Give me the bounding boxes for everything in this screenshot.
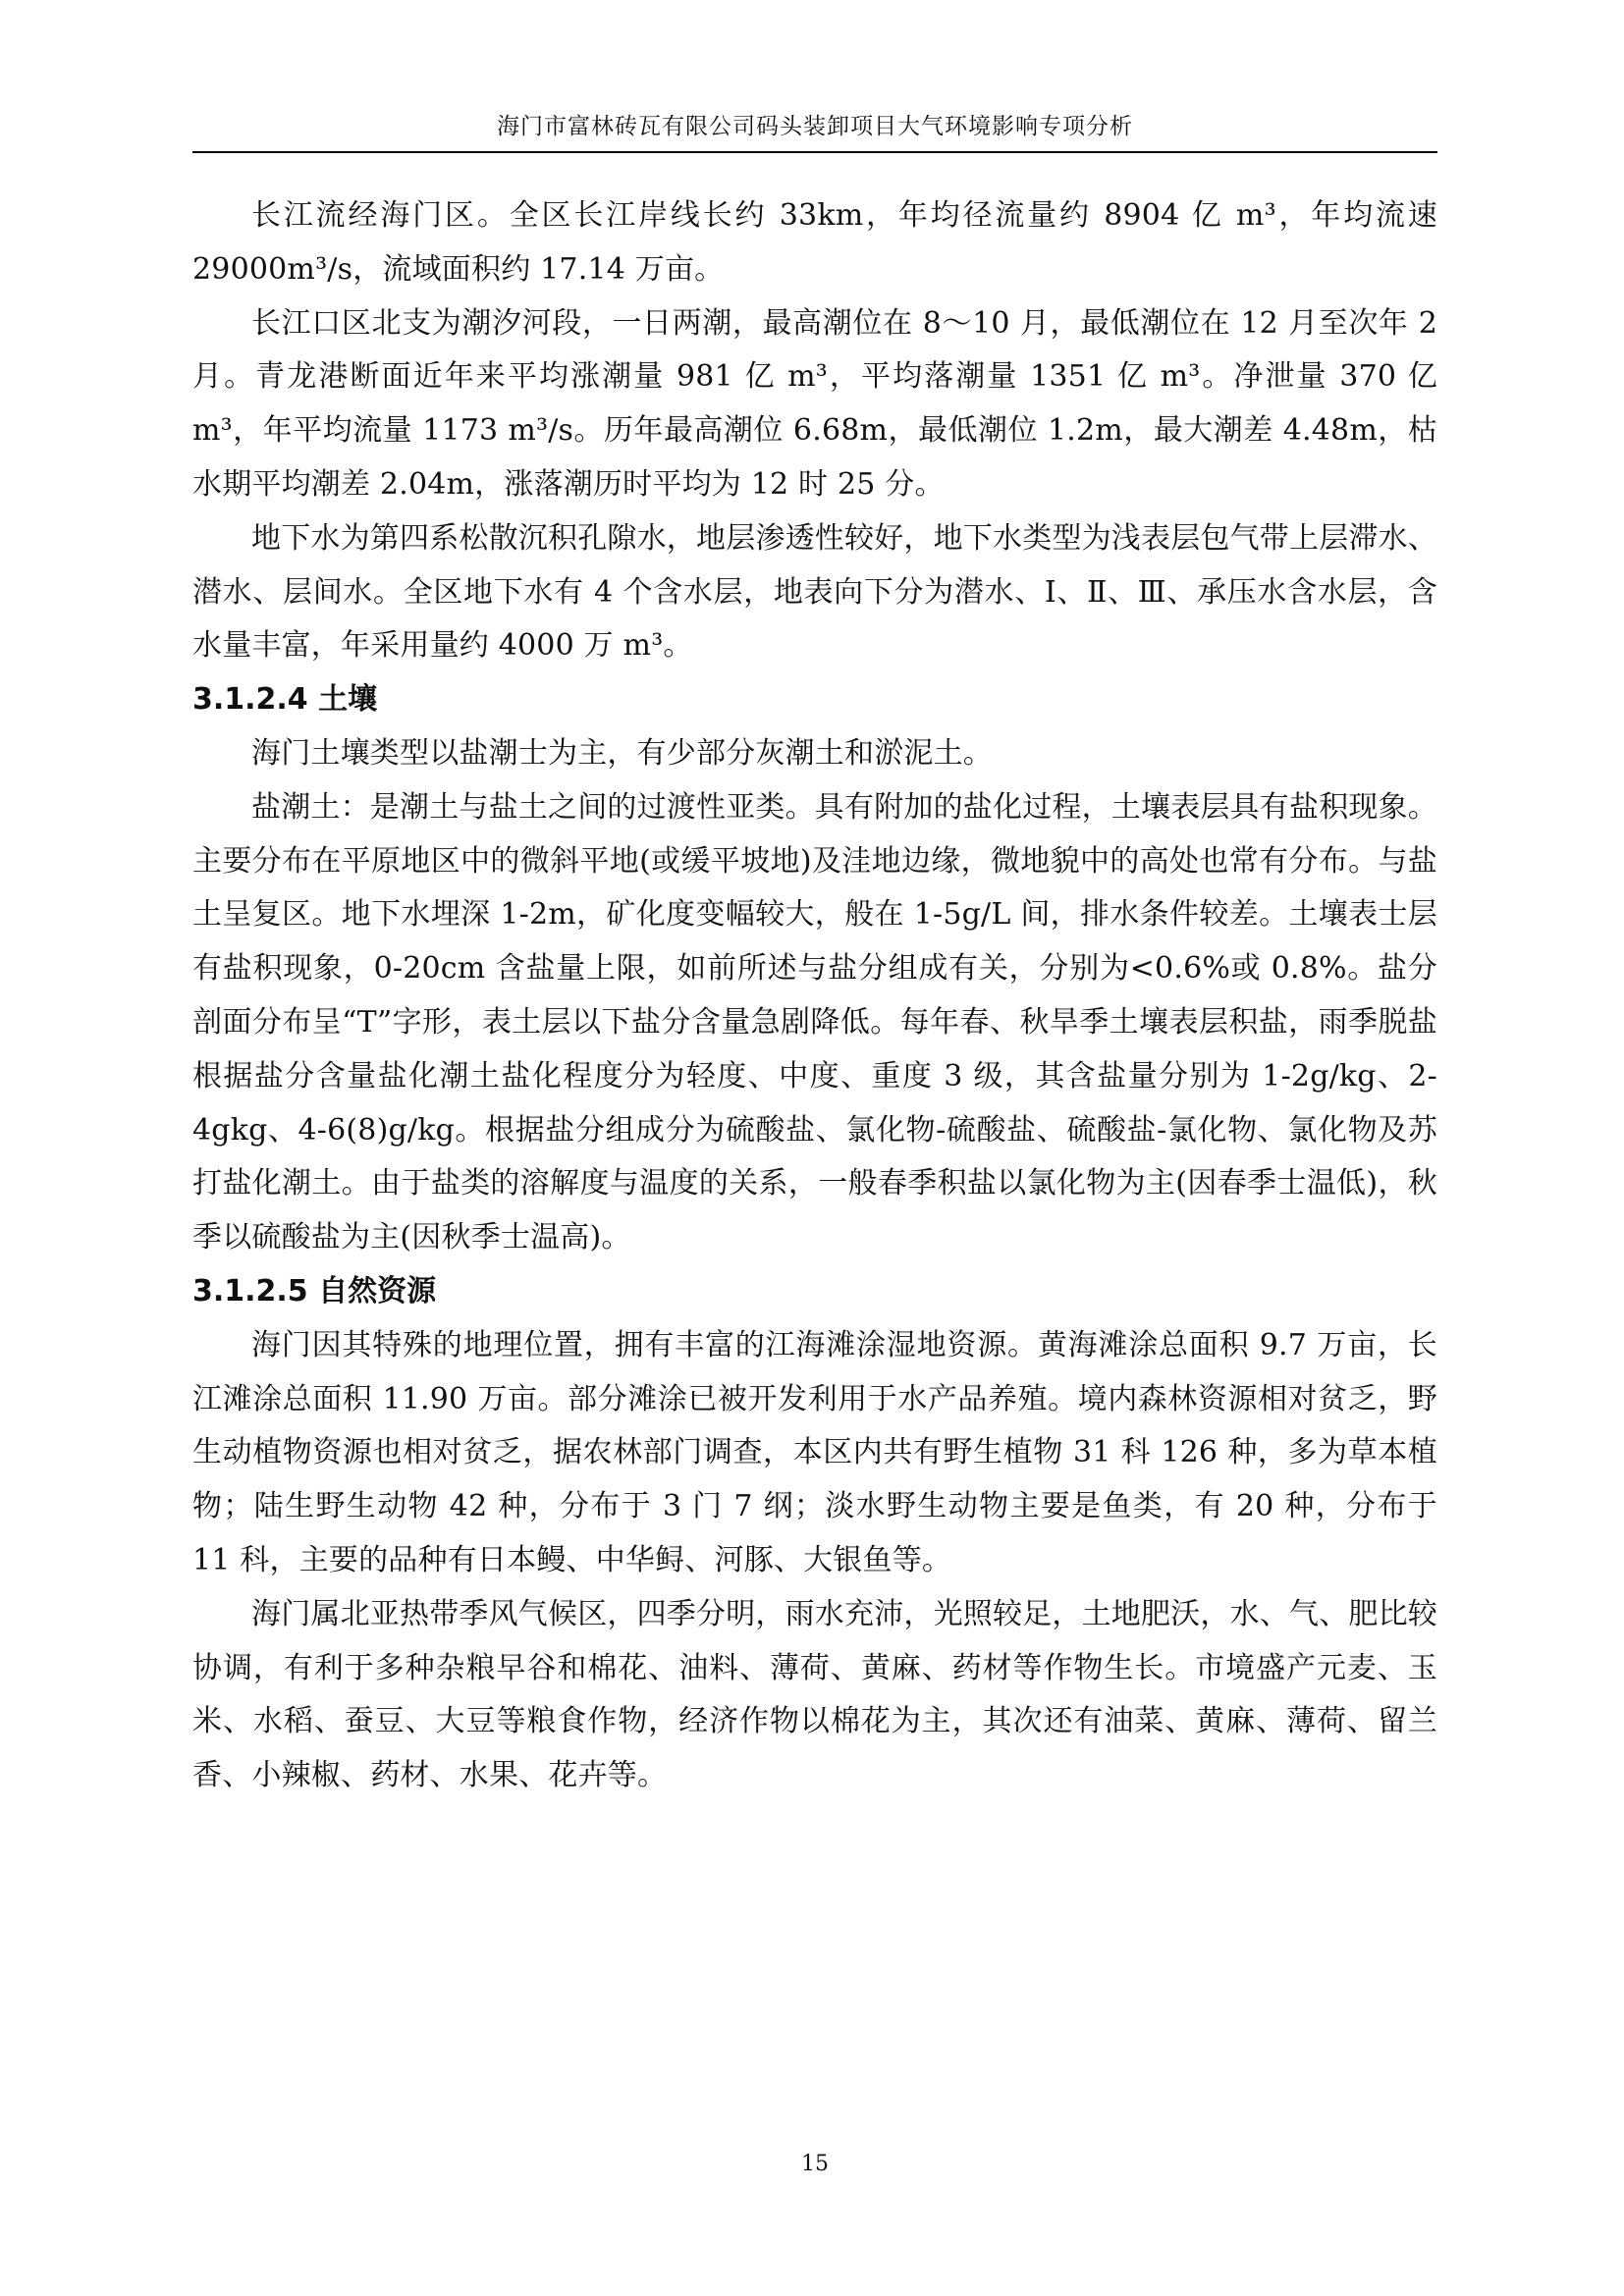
paragraph-climate-crops: 海门属北亚热带季风气候区，四季分明，雨水充沛，光照较足，土地肥沃，水、气、肥比较协调，有利于多种杂粮早谷和棉花、油料、薄荷、黄麻、药材等作物生长。市境盛产元麦、玉米、水稻、蚕豆、大豆等粮食作物，经济作物以棉花为主，其次还有油菜、黄麻、薄荷、留兰香、小辣椒、药材、水果、花卉等。	[192, 1596, 1437, 1793]
paragraph-soil-types: 海门土壤类型以盐潮士为主，有少部分灰潮土和淤泥土。	[251, 735, 993, 771]
paragraph-groundwater: 地下水为第四系松散沉积孔隙水，地层渗透性较好，地下水类型为浅表层包气带上层滞水、潜水、层间水。全区地下水有 4 个含水层，地表向下分为潜水、Ⅰ、Ⅱ、Ⅲ、承压水含水层，含水量丰富，年采用量约 4000 万 m³。	[192, 520, 1437, 664]
page-body	[192, 189, 1437, 1803]
page-header-title: 海门市富林砖瓦有限公司码头装卸项目大气环境影响专项分析	[497, 114, 1133, 139]
paragraph-saline-soil: 盐潮土：是潮土与盐土之间的过渡性亚类。具有附加的盐化过程，土壤表层具有盐积现象。主要分布在平原地区中的微斜平地(或缓平坡地)及洼地边缘，微地貌中的高处也常有分布。与盐土呈复区。地下水埋深 1-2m，矿化度变幅较大，般在 1-5g/L 间，排水条件较差。土壤表士层有盐积现象，0-20cm 含盐量上限，如前所述与盐分组成有关，分别为<0.6%或 0.8%。盐分剖面分布呈“T”字形，表土层以下盐分含量急剧降低。每年春、秋旱季土壤表层积盐，雨季脱盐根据盐分含量盐化潮土盐化程度分为轻度、中度、重度 3 级，其含盐量分别为 1-2g/kg、2-4gkg、4-6(8)g/kg。根据盐分组成分为硫酸盐、氯化物-硫酸盐、硫酸盐-氯化物、氯化物及苏打盐化潮土。由于盐类的溶解度与温度的关系，一般春季积盐以氯化物为主(因春季士温低)，秋季以硫酸盐为主(因秋季士温高)。	[192, 789, 1437, 1255]
header-divider	[192, 151, 1437, 153]
section-heading-soil: 3.1.2.4 土壤	[192, 682, 378, 718]
page-number: 15	[801, 2152, 829, 2176]
paragraph-yangtze-river: 长江流经海门区。全区长江岸线长约 33km，年均径流量约 8904 亿 m³，年均流速 29000m³/s，流域面积约 17.14 万亩。	[192, 198, 1437, 287]
paragraph-tide: 长江口区北支为潮汐河段，一日两潮，最高潮位在 8～10 月，最低潮位在 12 月至次年 2 月。青龙港断面近年来平均涨潮量 981 亿 m³，平均落潮量 1351 亿 m³。净泄量 370 亿 m³，年平均流量 1173 m³/s。历年最高潮位 6.68m，最低潮位 1.2m，最大潮差 4.48m，枯水期平均潮差 2.04m，涨落潮历时平均为 12 时 25 分。	[192, 305, 1437, 502]
paragraph-wetland-resources: 海门因其特殊的地理位置，拥有丰富的江海滩涂湿地资源。黄海滩涂总面积 9.7 万亩，长江滩涂总面积 11.90 万亩。部分滩涂已被开发利用于水产品养殖。境内森林资源相对贫乏，野生动植物资源也相对贫乏，据农林部门调查，本区内共有野生植物 31 科 126 种，多为草本植物；陆生野生动物 42 种，分布于 3 门 7 纲；淡水野生动物主要是鱼类，有 20 种，分布于 11 科，主要的品种有日本鳗、中华鲟、河豚、大银鱼等。	[192, 1327, 1437, 1577]
section-heading-natural-resources: 3.1.2.5 自然资源	[192, 1273, 437, 1308]
